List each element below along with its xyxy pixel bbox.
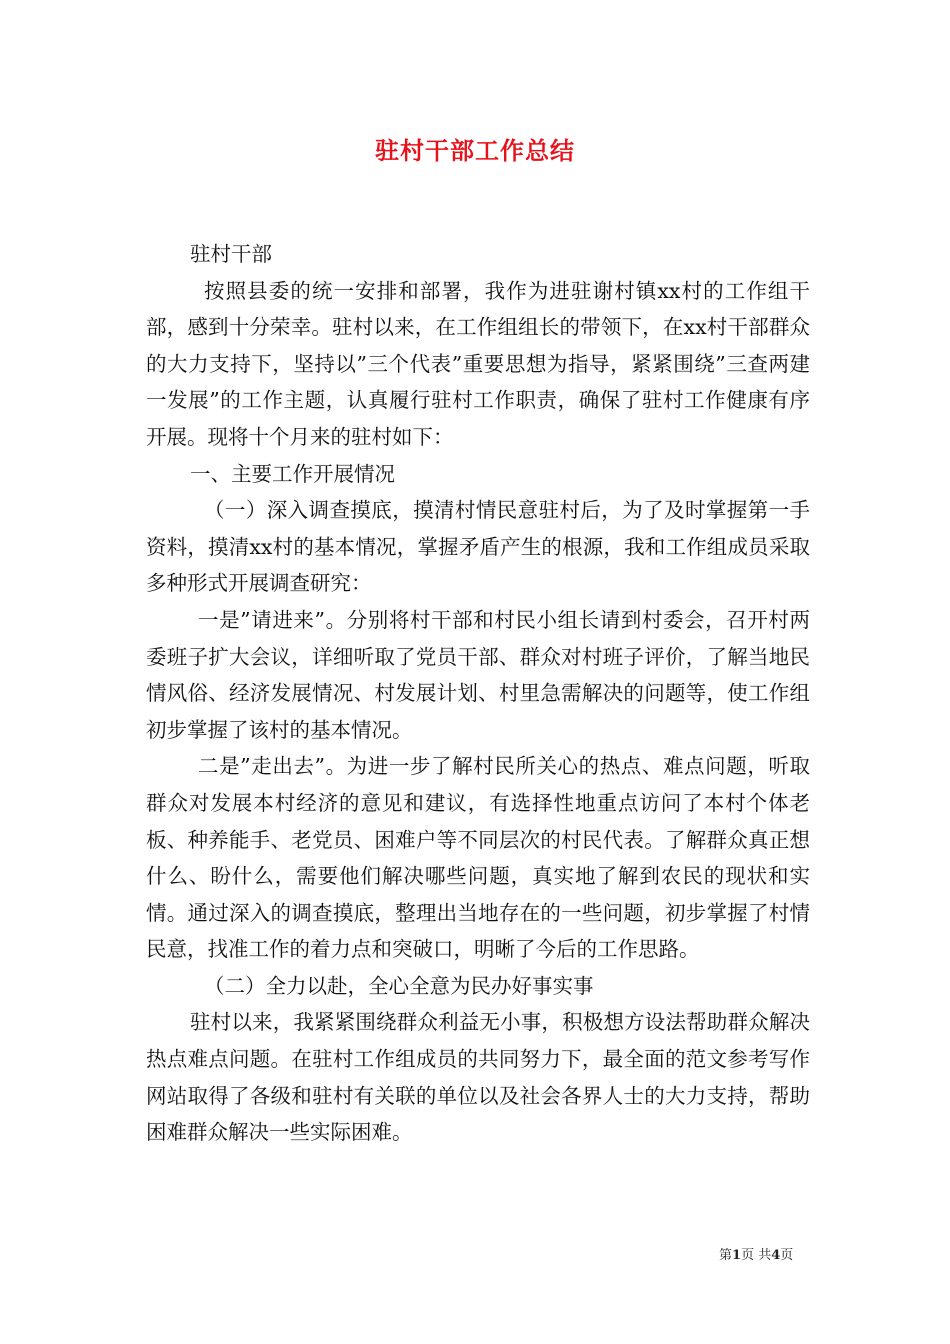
page-number-prefix: 第	[719, 1248, 733, 1263]
paragraph: 二是”走出去”。为进一步了解村民所关心的热点、难点问题，听取群众对发展本村经济的意见和建议，有选择性地重点访问了本村个体老板、种养能手、老党员、困难户等不同层次的村民代表。了解群众真正想什么、盼什么，需要他们解决哪些问题，真实地了解到农民的现状和实情。通过深入的调查摸底，整理出当地存在的一些问题，初步掌握了村情民意，找准工作的着力点和突破口，明晰了今后的工作思路。	[146, 754, 810, 962]
page-title: 驻村干部工作总结	[375, 136, 575, 165]
subsection-heading: （二）全力以赴，全心全意为民办好事实事	[204, 973, 594, 998]
subsection-heading: （一）深入调查摸底，摸清村情民意驻村后，为了及时掌握第一手资料，摸清xx村的基本情况，掌握矛盾产生的根源，我和工作组成员采取多种形式开展调查研究：	[146, 498, 810, 596]
document-body	[146, 236, 810, 1151]
paragraph: 按照县委的统一安排和部署，我作为进驻谢村镇xx村的工作组干部，感到十分荣幸。驻村以来，在工作组组长的带领下，在xx村干部群众的大力支持下，坚持以”三个代表”重要思想为指导，紧紧围绕”三查两建一发展”的工作主题，认真履行驻村工作职责，确保了驻村工作健康有序开展。现将十个月来的驻村如下：	[146, 278, 810, 449]
section-heading: 一、主要工作开展情况	[190, 461, 395, 486]
page-number-suffix: 页	[780, 1248, 794, 1263]
paragraph: 驻村以来，我紧紧围绕群众利益无小事，积极想方设法帮助群众解决热点难点问题。在驻村工作组成员的共同努力下，最全面的范文参考写作网站取得了各级和驻村有关联的单位以及社会各界人士的大力支持，帮助困难群众解决一些实际困难。	[146, 1010, 810, 1145]
page-number-current: 1	[732, 1248, 742, 1263]
paragraph: 驻村干部	[190, 242, 272, 266]
page-number-total: 4	[771, 1248, 781, 1263]
page-number-middle: 页 共	[741, 1248, 772, 1263]
page-number	[719, 1247, 839, 1265]
paragraph: 一是”请进来”。分别将村干部和村民小组长请到村委会，召开村两委班子扩大会议，详细听取了党员干部、群众对村班子评价，了解当地民情风俗、经济发展情况、村发展计划、村里急需解决的问题等，使工作组初步掌握了该村的基本情况。	[146, 607, 810, 742]
